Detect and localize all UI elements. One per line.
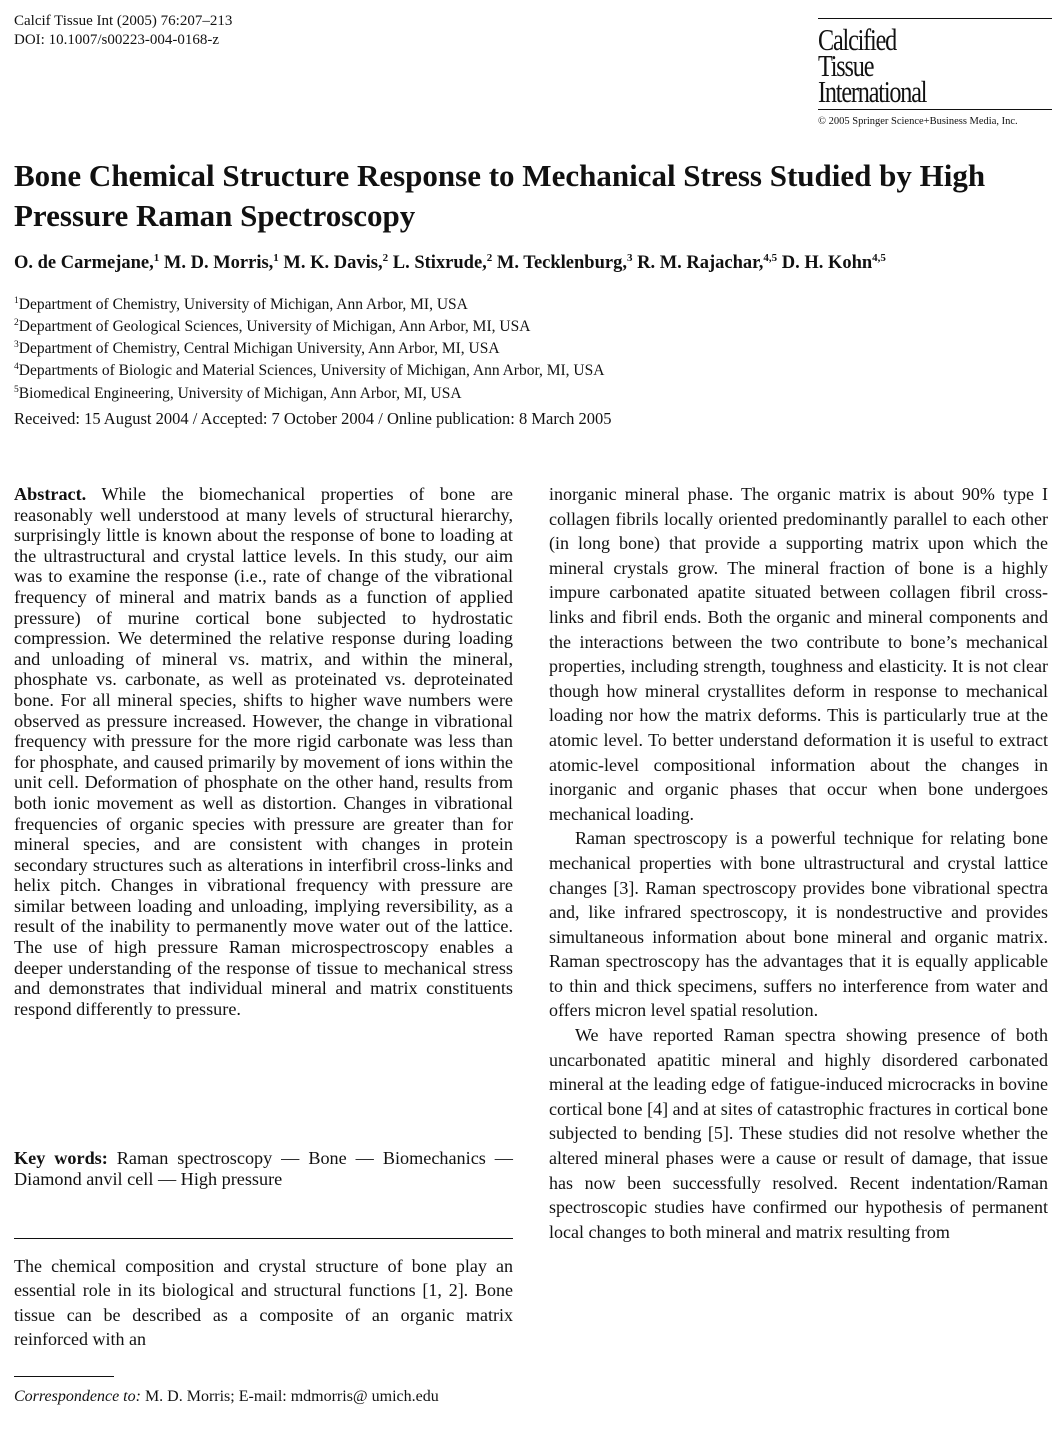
affiliation: $^5$Biomedical Engineering, University of Michigan, Ann Arbor, MI, USA xyxy=(14,384,462,402)
abstract xyxy=(14,484,513,1019)
logo-wordmark xyxy=(818,22,1001,109)
logo-line-2: Tissue xyxy=(818,48,874,83)
author: M. D. Morris,$^1$ xyxy=(163,252,279,274)
body-paragraph: Raman spectroscopy is a powerful technique for relating bone mechanical properties with bone ultrastructural and crystal lattice changes [3]. Raman spectroscopy provides bone vibrational spectra and, like infrared spectroscopy, it is nondestructive and provides simultaneous information about bone mineral and organic matrix. Raman spectroscopy has the advantages that it is equally applicable to thin and thick specimens, suffers no interference from water and offers micron level spatial resolution. xyxy=(549,828,1048,1021)
article-title: Bone Chemical Structure Response to Mechanical Stress Studied by High Pressure Raman Spectroscopy xyxy=(14,158,986,233)
logo-line-3: International xyxy=(818,74,927,109)
section-divider xyxy=(14,1238,513,1239)
correspondence-footnote xyxy=(14,1387,513,1406)
journal-logo xyxy=(818,18,1052,127)
author: M. Tecklenburg,$^3$ xyxy=(496,252,633,274)
body-paragraph: We have reported Raman spectra showing presence of both uncarbonated apatitic mineral and highly disordered carbonated mineral at the leading edge of fatigue-induced microcracks in bovine cortical bone [4] and at sites of catastrophic fractures in cortical bone subjected to bending [5]. These studies did not resolve whether the altered mineral phases were a cause or result of damage, that issue has now been successfully resolved. Recent indentation/Raman spectroscopic studies have confirmed our hypothesis of permanent local changes to both mineral and matrix resulting from xyxy=(549,1025,1048,1242)
keywords xyxy=(14,1148,513,1190)
intro-paragraph: The chemical composition and crystal structure of bone play an essential role in its biological and structural functions [1, 2]. Bone tissue can be described as a composite of an organic matrix reinforced with an xyxy=(14,1256,513,1349)
keywords-text: Raman spectroscopy — Bone — Biomechanics — Diamond anvil cell — High pressure xyxy=(14,1148,513,1189)
affiliation: $^2$Department of Geological Sciences, University of Michigan, Ann Arbor, MI, USA xyxy=(14,318,531,336)
received-dates: Received: 15 August 2004 / Accepted: 7 October 2004 / Online publication: 8 March 2005 xyxy=(14,409,612,428)
logo-copyright: © 2005 Springer Science+Business Media, Inc. xyxy=(818,116,1018,127)
right-column xyxy=(549,482,1048,1244)
author: O. de Carmejane,$^1$ xyxy=(14,252,160,274)
affiliation: $^1$Department of Chemistry, University of Michigan, Ann Arbor, MI, USA xyxy=(14,296,468,314)
logo-rule xyxy=(818,18,1052,19)
doi: DOI: 10.1007/s00223-004-0168-z xyxy=(14,32,219,48)
affiliation: $^4$Departments of Biologic and Material Sciences, University of Michigan, Ann Arbor, MI, USA xyxy=(14,362,605,380)
correspondence-label: Correspondence to: xyxy=(14,1388,141,1405)
author: M. K. Davis,$^2$ xyxy=(283,252,389,274)
abstract-text: While the biomechanical properties of bone are reasonably well understood at many levels of structural hierarchy, surprisingly little is known about the response of bone to loading at the ultrastructural and crystal lattice levels. In this study, our aim was to examine the response (i.e., rate of change of the vibrational frequency of mineral and matrix bands as a function of applied pressure) of murine cortical bone subjected to hydrostatic compression. We determined the relative response during loading and unloading of mineral vs. matrix, and within the mineral, phosphate vs. carbonate, as well as proteinated vs. deproteinated bone. For all mineral species, shifts to higher wave numbers were observed as pressure increased. However, the change in vibrational frequency with pressure for the more rigid carbonate was less than for phosphate, and caused primarily by movement of ions within the unit cell. Deformation of phosphate on the other hand, results from both ionic movement as well as distortion. Changes in vibrational frequencies of organic species with pressure are greater than for mineral species, and are consistent with changes in protein secondary structures such as alterations in interfibril cross-links and helix pitch. Changes in vibrational frequency with pressure are similar between loading and unloading, implying reversibility, as a result of the inability to permanently move water out of the lattice. The use of high pressure Raman microspectroscopy enables a deeper understanding of the response of tissue to mechanical stress and demonstrates that individual mineral and matrix constituents respond differently to pressure. xyxy=(14,484,514,1019)
correspondence-text: M. D. Morris; E-mail: mdmorris@ umich.edu xyxy=(144,1388,439,1405)
author: L. Stixrude,$^2$ xyxy=(392,252,493,274)
author: R. M. Rajachar,$^{4,5}$ xyxy=(637,252,778,274)
journal-reference: Calcif Tissue Int (2005) 76:207–213 xyxy=(14,13,233,29)
body-paragraph: inorganic mineral phase. The organic matrix is about 90% type I collagen fibrils locally oriented predominantly parallel to each other (in long bone) that provide a supporting matrix upon which the mineral crystals grow. The mineral fraction of bone is a highly impure carbonated apatite situated between collagen fibril cross-links and fibril ends. Both the organic and mineral components and the interactions between the two contribute to bone’s mechanical properties, including strength, toughness and elasticity. It is not clear though how mineral crystallites deform in response to mechanical loading nor how the matrix deforms. This is particularly true at the atomic level. To better understand deformation it is useful to extract atomic-level compositional information about the changes in inorganic and organic phases that occur when bone undergoes mechanical loading. xyxy=(549,484,1048,824)
logo-rule-bottom xyxy=(818,109,1052,110)
affiliation: $^3$Department of Chemistry, Central Michigan University, Ann Arbor, MI, USA xyxy=(14,340,500,358)
affiliations xyxy=(14,292,604,403)
footnote-rule xyxy=(14,1376,114,1377)
author-list xyxy=(14,252,1054,274)
abstract-label: Abstract. xyxy=(14,484,87,504)
logo-line-1: Calcified xyxy=(818,22,897,57)
journal-header xyxy=(14,12,232,50)
author: D. H. Kohn$^{4,5}$ xyxy=(781,252,886,274)
keywords-label: Key words: xyxy=(14,1148,108,1168)
